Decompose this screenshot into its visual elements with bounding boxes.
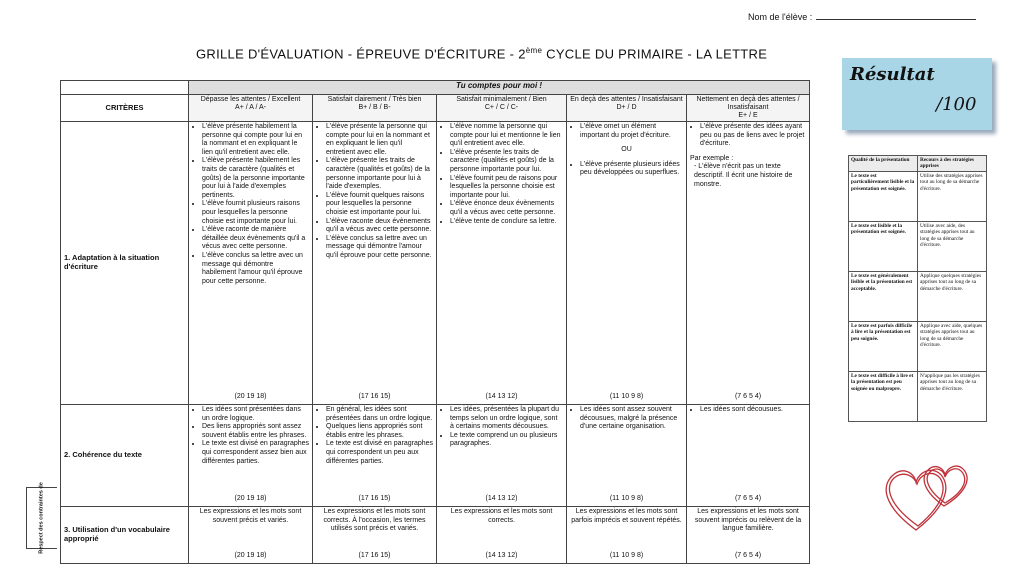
side-category-label: Respect des contraintes de (26, 487, 57, 549)
grid-cell: Les expressions et les mots sont corrects. À l'occasion, les termes utilisés sont précis et variés. (17 16 15) (313, 507, 437, 564)
grid-cell: Les expressions et les mots sont souvent précis et variés. (20 19 18) (189, 507, 313, 564)
grid-cell: • Les idées sont présentées dans un ordre logique. • Des liens appropriés sont assez souvent établis entre les phrases. • Le texte est divisé en paragraphes qui correspondent assez bien aux différentes parties. (20 19 18) (189, 405, 313, 507)
grid-cell: • Les idées sont décousues. (7 6 5 4) (687, 405, 810, 507)
grid-banner: Tu comptes pour moi ! (189, 81, 810, 95)
side-cell: Le texte est particulièrement lisible et la présentation est soignée. (849, 171, 918, 221)
side-cell: Utilise des stratégies apprises tout au long de sa démarche d'écriture. (918, 171, 987, 221)
score-range: (7 6 5 4) (734, 495, 762, 503)
criterion-adaptation: 1. Adaptation à la situation d'écriture (61, 122, 189, 405)
grid-cell: • L'élève présente des idées ayant peu ou pas de liens avec le projet d'écriture. Par exemple : - L'élève n'écrit pas un texte descriptif. Il écrit une histoire de monstre. (7 6 5 4) (687, 122, 810, 405)
criteria-header: CRITÈRES (61, 95, 189, 122)
side-header: Qualité de la présentation (849, 156, 918, 172)
grid-cell: Les expressions et les mots sont souvent imprécis ou relèvent de la langue familière. (7 6 5 4) (687, 507, 810, 564)
score-range: (14 13 12) (485, 495, 518, 503)
side-cell: Applique quelques stratégies apprises tout au long de sa démarche d'écriture. (918, 271, 987, 321)
level-header: Dépasse les attentes / Excellent A+ / A / A- (189, 95, 313, 122)
score-range: (20 19 18) (234, 495, 267, 503)
criterion-coherence: 2. Cohérence du texte (61, 405, 189, 507)
side-cell: Applique avec aide, quelques stratégies apprises tout au long de sa démarche d'écriture. (918, 321, 987, 371)
grid-cell: Les expressions et les mots sont parfois imprécis et souvent répétés. (11 10 9 8) (567, 507, 687, 564)
score-range: (7 6 5 4) (734, 552, 762, 560)
side-cell: N'applique pas les stratégies apprises tout au long de sa démarche d'écriture. (918, 371, 987, 421)
score-range: (14 13 12) (485, 393, 518, 401)
side-cell: Le texte est parfois difficile à lire et la présentation est peu soignée. (849, 321, 918, 371)
page-title: GRILLE D'ÉVALUATION - ÉPREUVE D'ÉCRITURE - 2ème CYCLE DU PRIMAIRE - LA LETTRE (196, 46, 768, 62)
result-box[interactable] (842, 58, 992, 130)
level-header: En deçà des attentes / Insatisfaisant D+ / D (567, 95, 687, 122)
score-range: (20 19 18) (234, 552, 267, 560)
score-range: (20 19 18) (234, 393, 267, 401)
grid-cell: • En général, les idées sont présentées dans un ordre logique. • Quelques liens appropriés sont établis entre les phrases. • Le texte est divisé en paragraphes qui correspondent un peu aux différentes parties. (17 16 15) (313, 405, 437, 507)
grid-cell: • L'élève présente habilement la personne qui compte pour lui en la nommant et en expliquant le lien qu'il entretient avec elle. • L'élève présente habilement les traits de caractère (qualités et goûts) de la personne importante pour lui à l'aide d'exemples pertinents. • L'élève fournit plusieurs raisons pour lesquelles la personne choisie est importante pour lui. • L'élève raconte de manière détaillée deux évènements qu'il a vécus avec cette personne. • L'élève conclus sa lettre avec un message qui démontre habilement l'amour qu'il éprouve pour cette personne. (20 19 18) (189, 122, 313, 405)
score-range: (14 13 12) (485, 552, 518, 560)
evaluation-grid (60, 80, 810, 564)
level-header: Satisfait minimalement / Bien C+ / C / C- (437, 95, 567, 122)
result-score: /100 (936, 94, 977, 115)
result-title: Résultat (850, 64, 935, 85)
score-range: (17 16 15) (358, 495, 391, 503)
score-range: (17 16 15) (358, 552, 391, 560)
score-range: (7 6 5 4) (734, 393, 762, 401)
side-cell: Le texte est généralement lisible et la présentation est acceptable. (849, 271, 918, 321)
side-header: Recours à des stratégies apprises (918, 156, 987, 172)
side-cell: Le texte est lisible et la présentation est soignée. (849, 221, 918, 271)
grid-cell: • L'élève présente la personne qui compte pour lui en la nommant et en expliquant le lien qu'il entretient avec elle. • L'élève présente les traits de caractère (qualités et goûts) de la personne importante pour lui à l'aide d'exemples. • L'élève fournit quelques raisons pour lesquelles la personne choisie est importante pour lui. • L'élève raconte deux évènements qu'il a vécus avec cette personne. • L'élève conclus sa lettre avec un message qui démontre l'amour qu'il éprouve pour cette personne. (17 16 15) (313, 122, 437, 405)
score-range: (11 10 9 8) (609, 393, 644, 401)
grid-cell: • L'élève omet un élément important du projet d'écriture. OU • L'élève présente plusieurs idées peu développées ou superflues. (11 10 9 8) (567, 122, 687, 405)
presentation-table (848, 155, 987, 422)
grid-cell: • Les idées, présentées la plupart du temps selon un ordre logique, sont à certains moments décousues. • Le texte comprend un ou plusieurs paragraphes. (14 13 12) (437, 405, 567, 507)
side-cell: Le texte est difficile à lire et la présentation est peu soignée ou malpropre. (849, 371, 918, 421)
hearts-icon (878, 448, 988, 538)
score-range: (11 10 9 8) (609, 552, 644, 560)
student-name-line[interactable] (816, 11, 976, 20)
score-range: (11 10 9 8) (609, 495, 644, 503)
grid-cell: • L'élève nomme la personne qui compte pour lui et mentionne le lien qu'il entretient avec elle. • L'élève présente les traits de caractère (qualités et goûts) de la personne importante pour lui. • L'élève fournit peu de raisons pour lesquelles la personne choisie est importante pour lui. • L'élève énonce deux évènements qu'il a vécus avec cette personne. • L'élève tente de conclure sa lettre. (14 13 12) (437, 122, 567, 405)
student-name-label: Nom de l'élève : (748, 12, 813, 22)
level-header: Nettement en deçà des attentes / Insatisfaisant E+ / E (687, 95, 810, 122)
grid-cell: Les expressions et les mots sont corrects. (14 13 12) (437, 507, 567, 564)
score-range: (17 16 15) (358, 393, 391, 401)
side-cell: Utilise avec aide, des stratégies apprises tout au long de sa démarche d'écriture. (918, 221, 987, 271)
student-name-field[interactable] (748, 11, 976, 22)
level-header: Satisfait clairement / Très bien B+ / B / B- (313, 95, 437, 122)
grid-cell: • Les idées sont assez souvent décousues, malgré la présence d'une certaine organisation. (11 10 9 8) (567, 405, 687, 507)
criterion-vocabulary: 3. Utilisation d'un vocabulaire approprié (61, 507, 189, 564)
